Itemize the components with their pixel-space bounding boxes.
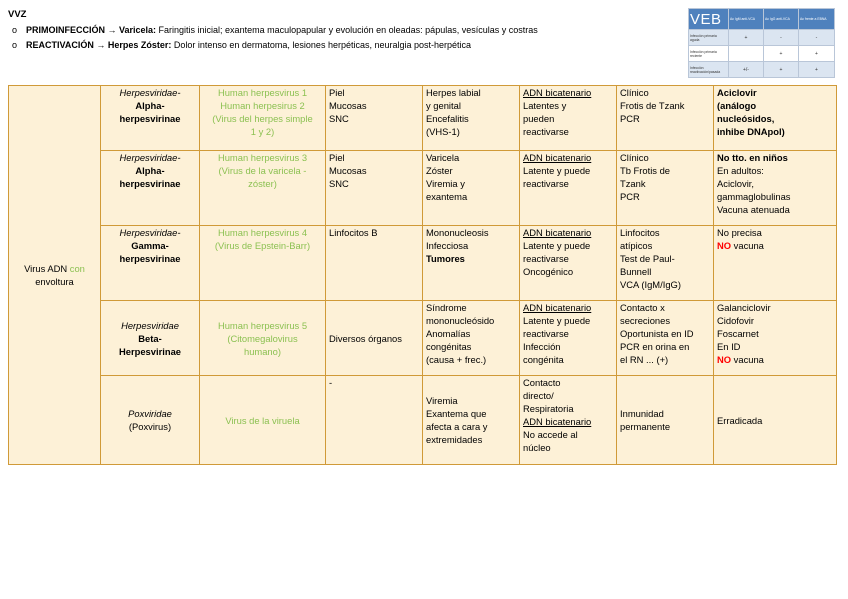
treatment-item: gammaglobulinas — [717, 191, 791, 202]
veb-cell: + — [799, 62, 835, 78]
family-cell — [101, 301, 200, 376]
diagnosis-item: Clínico — [620, 152, 649, 163]
disease-bold: Tumores — [426, 253, 465, 264]
subfamily-name: Gamma- — [131, 240, 169, 251]
treatment-red: NO — [717, 354, 732, 365]
virus-name: Human herpesvirus 5 — [217, 319, 308, 331]
veb-title: VEB — [689, 9, 729, 30]
family-name: (Poxvirus) — [128, 421, 172, 432]
family-name: Herpesviridae- — [119, 227, 181, 238]
genome-item: reactivarse — [523, 126, 569, 137]
bullet-strong: REACTIVACIÓN → Herpes Zóster: — [26, 40, 172, 50]
target-item: Mucosas — [329, 165, 367, 176]
treatment-item: (análogo — [717, 100, 757, 111]
genome-cell — [520, 86, 617, 151]
virus-cell — [200, 86, 326, 151]
diagnosis-cell — [617, 151, 714, 226]
genome-item: núcleo — [523, 442, 551, 453]
diagnosis-cell — [617, 226, 714, 301]
genome-item: reactivarse — [523, 253, 569, 264]
veb-cell: + — [764, 62, 799, 78]
diagnosis-item: permanente — [620, 421, 671, 432]
diagnosis-item: Contacto x — [620, 302, 665, 313]
bullet-reactivacion — [12, 40, 472, 50]
virus-name: Human herpesvirus 3 — [217, 152, 308, 163]
veb-cell: - — [764, 30, 799, 46]
bullet-marker: o — [12, 40, 18, 50]
virus-name: 1 y 2) — [250, 126, 275, 137]
treatment-item: Foscarnet — [717, 328, 759, 339]
diagnosis-item: Test de Paul- — [620, 253, 675, 264]
genome-title: ADN bicatenario — [523, 87, 592, 98]
veb-serology-table — [688, 8, 835, 78]
target-item: Mucosas — [329, 100, 367, 111]
target-cell — [326, 86, 423, 151]
disease-item: Infecciosa — [426, 240, 469, 251]
virus-group-label-2: envoltura — [35, 276, 74, 287]
family-cell — [101, 151, 200, 226]
disease-item: Mononucleosis — [426, 227, 489, 238]
genome-item: Contacto — [523, 377, 561, 388]
treatment-item: nucleósidos, — [717, 113, 775, 124]
diagnosis-item: el RN ... (+) — [620, 354, 669, 365]
virus-group-label-green: con — [69, 263, 85, 274]
treatment-cell — [714, 86, 837, 151]
virus-name: (Virus de la varicela - — [218, 165, 307, 176]
disease-item: Zóster — [426, 165, 453, 176]
disease-item: y genital — [426, 100, 461, 111]
diagnosis-cell — [617, 86, 714, 151]
veb-cell: - — [799, 30, 835, 46]
target-item: Linfocitos B — [329, 227, 378, 238]
table-row — [9, 301, 837, 376]
section-title: VVZ — [8, 9, 27, 20]
target-cell — [326, 376, 423, 465]
genome-item: Latentes y — [523, 100, 567, 111]
veb-row-label: Infección primaria reciente — [689, 46, 729, 62]
disease-item: exantema — [426, 191, 468, 202]
treatment-item: Vacuna atenuada — [717, 204, 790, 215]
disease-item: Exantema que — [426, 408, 487, 419]
target-cell — [326, 226, 423, 301]
genome-item: reactivarse — [523, 328, 569, 339]
veb-cell: + — [799, 46, 835, 62]
treatment-cell — [714, 151, 837, 226]
bullet-strong: PRIMOINFECCIÓN → Varicela: — [26, 25, 157, 35]
disease-cell — [423, 151, 520, 226]
genome-cell — [520, 151, 617, 226]
treatment-cell — [714, 226, 837, 301]
treatment-item: vacuna — [731, 354, 764, 365]
diagnosis-item: Tb Frotis de — [620, 165, 671, 176]
disease-item: Viremia y — [426, 178, 465, 189]
diagnosis-cell — [617, 376, 714, 465]
genome-title: ADN bicatenario — [523, 416, 592, 427]
family-name: Herpesviridae- — [119, 87, 181, 98]
table-row — [9, 376, 837, 465]
treatment-item: Galanciclovir — [717, 302, 771, 313]
disease-cell — [423, 226, 520, 301]
disease-item: Varicela — [426, 152, 460, 163]
target-item: - — [329, 377, 333, 388]
veb-col-header: Ac IgG anti-VCA — [764, 9, 799, 30]
diagnosis-item: Frotis de Tzank — [620, 100, 685, 111]
virus-name: (Virus de Epstein-Barr) — [214, 240, 311, 251]
disease-item: Herpes labial — [426, 87, 481, 98]
genome-item: pueden — [523, 113, 555, 124]
table-row — [9, 151, 837, 226]
family-cell — [101, 226, 200, 301]
genome-item: Latente y puede — [523, 240, 591, 251]
target-item: Piel — [329, 152, 345, 163]
genome-item: congénita — [523, 354, 564, 365]
treatment-item: vacuna — [731, 240, 764, 251]
veb-cell: +/- — [729, 62, 764, 78]
treatment-item: Cidofovir — [717, 315, 754, 326]
subfamily-name: herpesvirinae — [119, 253, 181, 264]
diagnosis-item: Tzank — [620, 178, 646, 189]
virus-name: zóster) — [248, 178, 277, 189]
subfamily-name: Herpesvirinae — [118, 345, 181, 357]
genome-item: Latente y puede — [523, 165, 591, 176]
treatment-item: Erradicada — [717, 414, 763, 426]
disease-item: Viremia — [426, 395, 458, 406]
disease-cell — [423, 301, 520, 376]
table-row — [9, 226, 837, 301]
target-item: Diversos órganos — [329, 332, 402, 344]
virus-table — [8, 85, 837, 465]
virus-name: Human herpesirus 2 — [220, 100, 305, 111]
subfamily-name: Beta- — [138, 332, 162, 344]
virus-name: (Citomegalovirus — [227, 332, 298, 344]
virus-group-label: Virus ADN — [24, 263, 68, 274]
genome-cell — [520, 376, 617, 465]
virus-cell — [200, 226, 326, 301]
disease-cell — [423, 376, 520, 465]
bullet-text: Dolor intenso en dermatoma, lesiones herpéticas, neuralgia post-herpética — [171, 40, 472, 50]
virus-name: Virus de la viruela — [225, 414, 300, 426]
family-name: Poxviridae — [128, 408, 172, 419]
treatment-item: No precisa — [717, 227, 762, 238]
virus-name: (Virus del herpes simple — [212, 113, 313, 124]
disease-item: (causa + frec.) — [426, 354, 487, 365]
diagnosis-item: PCR en orina en — [620, 341, 690, 352]
veb-cell: + — [729, 30, 764, 46]
genome-item: Latente y puede — [523, 315, 591, 326]
diagnosis-item: Bunnell — [620, 266, 652, 277]
genome-item: Infección — [523, 341, 561, 352]
family-name: Herpesviridae — [121, 319, 179, 331]
veb-col-header: Ac IgM anti-VCA — [729, 9, 764, 30]
treatment-cell — [714, 376, 837, 465]
diagnosis-cell — [617, 301, 714, 376]
disease-item: Anomalías — [426, 328, 471, 339]
veb-row-label: Infección reactivación/pasada — [689, 62, 729, 78]
treatment-cell — [714, 301, 837, 376]
disease-item: congénitas — [426, 341, 472, 352]
disease-item: (VHS-1) — [426, 126, 460, 137]
veb-cell: + — [764, 46, 799, 62]
target-item: SNC — [329, 178, 349, 189]
veb-cell — [729, 46, 764, 62]
genome-item: Oncogénico — [523, 266, 574, 277]
subfamily-name: herpesvirinae — [119, 113, 181, 124]
treatment-red: NO — [717, 240, 732, 251]
table-row — [9, 86, 837, 151]
diagnosis-item: Clínico — [620, 87, 649, 98]
target-cell — [326, 301, 423, 376]
diagnosis-item: secreciones — [620, 315, 671, 326]
treatment-bold: No tto. en niños — [717, 152, 788, 163]
family-cell — [101, 86, 200, 151]
target-item: SNC — [329, 113, 349, 124]
diagnosis-item: Linfocitos — [620, 227, 660, 238]
disease-item: afecta a cara y — [426, 421, 488, 432]
treatment-item: En ID — [717, 341, 741, 352]
bullet-text: Faringitis inicial; exantema maculopapular y evolución en oleadas: pápulas, vesículas y costras — [156, 25, 538, 35]
virus-cell — [200, 151, 326, 226]
genome-title: ADN bicatenario — [523, 152, 592, 163]
disease-item: mononucleósido — [426, 315, 495, 326]
diagnosis-item: PCR — [620, 191, 640, 202]
virus-name: humano) — [243, 345, 281, 357]
veb-col-header: Ac frente a EBNA — [799, 9, 835, 30]
veb-row-label: Infección primaria aguda — [689, 30, 729, 46]
diagnosis-item: PCR — [620, 113, 640, 124]
bullet-primoinfeccion — [12, 25, 538, 35]
treatment-item: inhibe DNApol) — [717, 126, 785, 137]
diagnosis-item: Inmunidad — [620, 408, 664, 419]
diagnosis-item: VCA (IgM/IgG) — [620, 279, 681, 290]
target-item: Piel — [329, 87, 345, 98]
subfamily-name: herpesvirinae — [119, 178, 181, 189]
virus-cell — [200, 376, 326, 465]
family-cell — [101, 376, 200, 465]
genome-title: ADN bicatenario — [523, 302, 592, 313]
treatment-item: En adultos: — [717, 165, 764, 176]
target-cell — [326, 151, 423, 226]
virus-group-cell — [9, 86, 101, 465]
virus-name: Human herpesvirus 1 — [217, 87, 308, 98]
treatment-item: Aciclovir, — [717, 178, 754, 189]
treatment-item: Aciclovir — [717, 87, 757, 98]
genome-cell — [520, 301, 617, 376]
family-name: Herpesviridae- — [119, 152, 181, 163]
disease-item: Encefalitis — [426, 113, 469, 124]
diagnosis-item: atípicos — [620, 240, 653, 251]
subfamily-name: Alpha- — [135, 100, 165, 111]
virus-name: Human herpesvirus 4 — [217, 227, 308, 238]
subfamily-name: Alpha- — [135, 165, 165, 176]
genome-item: No accede al — [523, 429, 578, 440]
genome-title: ADN bicatenario — [523, 227, 592, 238]
genome-item: directo/ — [523, 390, 554, 401]
disease-item: Síndrome — [426, 302, 467, 313]
diagnosis-item: Oportunista en ID — [620, 328, 694, 339]
genome-cell — [520, 226, 617, 301]
bullet-marker: o — [12, 25, 18, 35]
genome-item: reactivarse — [523, 178, 569, 189]
disease-cell — [423, 86, 520, 151]
disease-item: extremidades — [426, 434, 483, 445]
genome-item: Respiratoria — [523, 403, 574, 414]
virus-cell — [200, 301, 326, 376]
